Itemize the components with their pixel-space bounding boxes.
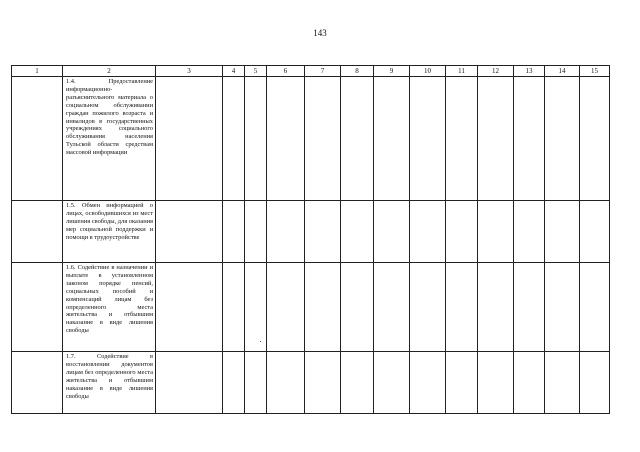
empty-cell — [267, 201, 305, 263]
empty-cell — [341, 263, 374, 352]
empty-cell — [156, 201, 223, 263]
empty-cell — [514, 77, 545, 201]
column-number: 2 — [63, 66, 156, 77]
empty-cell — [245, 201, 267, 263]
empty-cell — [410, 77, 446, 201]
empty-cell — [12, 263, 63, 352]
column-number: 10 — [410, 66, 446, 77]
empty-cell — [410, 201, 446, 263]
column-number: 1 — [12, 66, 63, 77]
empty-cell — [223, 201, 245, 263]
empty-cell — [305, 263, 341, 352]
empty-cell — [341, 352, 374, 414]
column-number: 6 — [267, 66, 305, 77]
empty-cell — [305, 352, 341, 414]
empty-cell — [374, 263, 410, 352]
empty-cell — [514, 201, 545, 263]
empty-cell — [545, 201, 580, 263]
empty-cell — [341, 77, 374, 201]
empty-cell — [478, 352, 514, 414]
empty-cell — [156, 77, 223, 201]
empty-cell — [305, 77, 341, 201]
empty-cell — [545, 352, 580, 414]
empty-cell — [267, 263, 305, 352]
measure-description: 1.7. Содействие в восстановлении документов лицам без определенного места жительства и отбывшим наказание в виде лишения свободы — [63, 352, 156, 414]
column-number: 9 — [374, 66, 410, 77]
empty-cell — [514, 263, 545, 352]
empty-cell — [341, 201, 374, 263]
column-number: 11 — [446, 66, 478, 77]
empty-cell — [374, 201, 410, 263]
column-number-row — [12, 66, 610, 77]
column-number: 3 — [156, 66, 223, 77]
empty-cell — [545, 263, 580, 352]
empty-cell — [156, 263, 223, 352]
empty-cell — [478, 263, 514, 352]
empty-cell — [580, 352, 610, 414]
empty-cell — [12, 77, 63, 201]
empty-cell — [580, 263, 610, 352]
column-number: 14 — [545, 66, 580, 77]
table-row — [12, 352, 610, 414]
empty-cell — [267, 77, 305, 201]
empty-cell — [545, 77, 580, 201]
column-number: 7 — [305, 66, 341, 77]
empty-cell — [446, 352, 478, 414]
empty-cell — [245, 352, 267, 414]
column-number: 5 — [245, 66, 267, 77]
empty-cell — [223, 352, 245, 414]
empty-cell — [12, 352, 63, 414]
column-number: 12 — [478, 66, 514, 77]
empty-cell — [12, 201, 63, 263]
table-row — [12, 201, 610, 263]
measure-description: 1.6. Содействие в назначении и выплате в установленном законом порядке пенсий, социальных пособий и компенсаций лицам без определенного места жительства и отбывшим наказание в виде лишения свободы — [63, 263, 156, 352]
empty-cell — [580, 77, 610, 201]
table-row — [12, 77, 610, 201]
empty-cell — [514, 352, 545, 414]
empty-cell — [267, 352, 305, 414]
empty-cell — [478, 201, 514, 263]
empty-cell — [374, 77, 410, 201]
table-row — [12, 263, 610, 352]
empty-cell — [374, 352, 410, 414]
empty-cell — [410, 263, 446, 352]
empty-cell — [223, 77, 245, 201]
empty-cell — [478, 77, 514, 201]
empty-cell — [223, 263, 245, 352]
empty-cell — [446, 201, 478, 263]
empty-cell — [305, 201, 341, 263]
page-number: 143 — [313, 28, 327, 38]
column-number: 15 — [580, 66, 610, 77]
empty-cell — [245, 77, 267, 201]
column-number: 4 — [223, 66, 245, 77]
column-number: 13 — [514, 66, 545, 77]
column-number: 8 — [341, 66, 374, 77]
empty-cell — [410, 352, 446, 414]
measure-description: 1.5. Обмен информацией о лицах, освободившихся из мест лишения свободы, для оказания мер социальной поддержки и помощи в трудоустройстве — [63, 201, 156, 263]
empty-cell — [446, 77, 478, 201]
scan-speck — [260, 341, 261, 342]
empty-cell — [156, 352, 223, 414]
measure-description: 1.4. Предоставление информационно-разъяснительного материала о социальном обслуживании граждан пожилого возраста и инвалидов в государственных учреждениях социального обслуживания населения Тульской области средствам массовой информации — [63, 77, 156, 201]
empty-cell — [580, 201, 610, 263]
plan-table — [11, 65, 610, 414]
empty-cell — [245, 263, 267, 352]
empty-cell — [446, 263, 478, 352]
